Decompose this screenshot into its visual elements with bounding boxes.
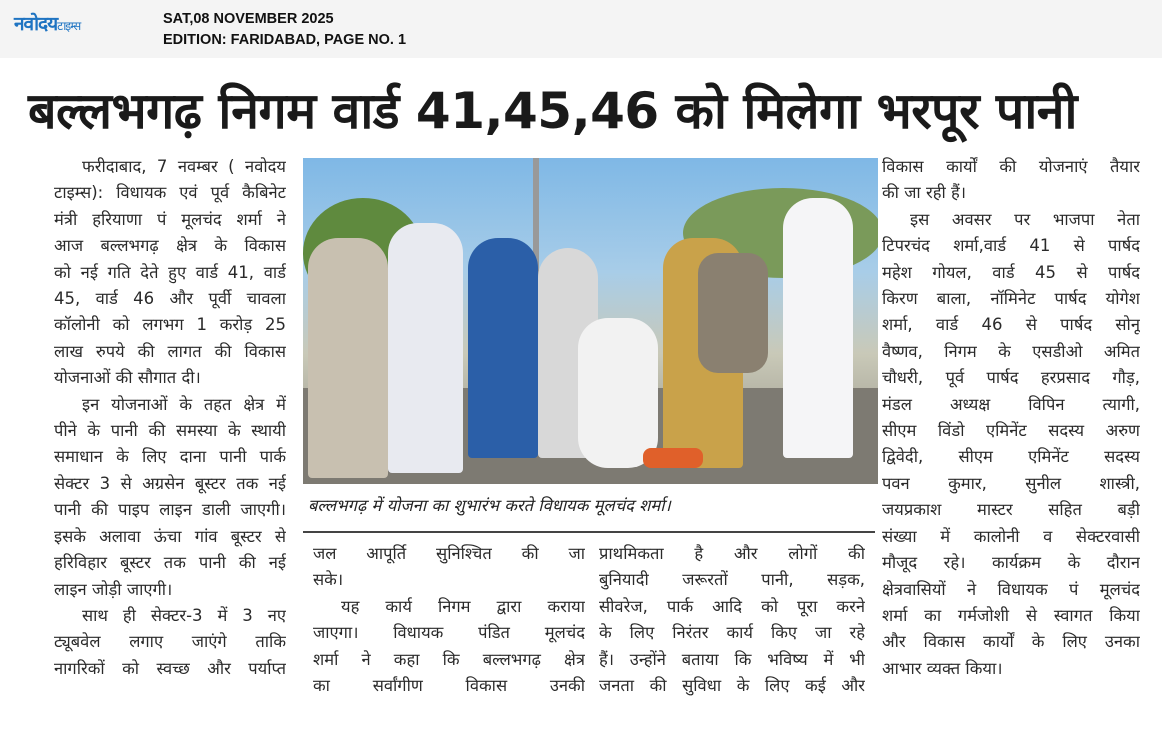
edition-date: SAT,08 NOVEMBER 2025 [163, 11, 334, 27]
text-line: आभार व्यक्त किया। [882, 658, 1003, 678]
text-line: टिपरचंद शर्मा,वार्ड 41 से पार्षद [882, 236, 1140, 256]
text-line: मंत्री हरियाणा पं मूलचंद शर्मा ने [54, 209, 286, 229]
text-line: हरिविहार बूस्टर तक पानी की नई [54, 553, 286, 573]
newspaper-logo: नवोदयटाइम्स [14, 13, 81, 35]
article-column-3 [599, 541, 865, 699]
text-line: मंडल अध्यक्ष विपिन त्यागी, [882, 394, 1140, 414]
text-line: आज बल्लभगढ़ क्षेत्र के विकास [54, 236, 286, 256]
article-column-4 [882, 154, 1140, 682]
text-line: नागरिकों को स्वच्छ और पर्याप्त [54, 658, 286, 678]
edition-page: EDITION: FARIDABAD, PAGE NO. 1 [163, 32, 407, 48]
text-line: ट्यूबवेल लगाए जाएंगे ताकि [54, 632, 286, 652]
text-line: की जा रही हैं। [882, 183, 966, 203]
text-line: चौधरी, पूर्व पार्षद हरप्रसाद गौड़, [882, 368, 1140, 388]
text-line: जयप्रकाश मास्टर सहित बड़ी [882, 500, 1140, 520]
text-line: शर्मा ने कहा कि बल्लभगढ़ क्षेत्र [313, 649, 585, 669]
text-line: शर्मा का गर्मजोशी से स्वागत किया [882, 605, 1140, 625]
text-line: लाख रुपये की लागत की विकास [54, 341, 286, 361]
text-line: 45, वार्ड 46 और पूर्वी चावला [54, 289, 286, 309]
edition-header [0, 0, 1162, 58]
text-line: लाइन जोड़ी जाएगी। [54, 579, 173, 599]
text-line: सेक्टर 3 से अग्रसेन बूस्टर तक नई [54, 473, 286, 493]
text-line: कॉलोनी को लगभग 1 करोड़ 25 [54, 315, 286, 335]
caption-divider [303, 531, 875, 533]
text-line: पीने के पानी की समस्या के स्थायी [54, 421, 286, 441]
text-line: हैं। उन्होंने बताया कि भविष्य में भी [599, 649, 865, 669]
text-line: समाधान के लिए दाना पानी पार्क [54, 447, 286, 467]
text-line: जाएगा। विधायक पंडित मूलचंद [313, 623, 585, 643]
text-line: इसके अलावा ऊंचा गांव बूस्टर से [54, 526, 286, 546]
text-line: का सर्वांगीण विकास उनकी [313, 676, 585, 696]
text-line: फरीदाबाद, 7 नवम्बर ( नवोदय [82, 157, 286, 176]
text-line: पानी की पाइप लाइन डाली जाएगी। [54, 500, 286, 520]
text-line: साथ ही सेक्टर-3 में 3 नए [82, 605, 286, 625]
article-column-2 [313, 541, 585, 699]
text-line: इन योजनाओं के तहत क्षेत्र में [82, 394, 286, 414]
text-line: शर्मा, वार्ड 46 से पार्षद सोनू [882, 315, 1140, 335]
text-line: के लिए निरंतर कार्य किए जा रहे [599, 623, 865, 643]
edition-info [163, 9, 406, 51]
text-line: प्राथमिकता है और लोगों की [599, 544, 865, 563]
article-column-1 [54, 154, 286, 682]
text-line: किरण बाला, नॉमिनेट पार्षद योगेश [882, 289, 1140, 309]
article-headline: बल्लभगढ़ निगम वार्ड 41,45,46 को मिलेगा भरपूर पानी [28, 82, 1077, 140]
photo-caption: बल्लभगढ़ में योजना का शुभारंभ करते विधायक मूलचंद शर्मा। [308, 496, 671, 515]
text-line: जनता की सुविधा के लिए कई और [599, 676, 865, 696]
news-photo [303, 158, 878, 484]
text-line: यह कार्य निगम द्वारा कराया [341, 596, 585, 616]
text-line: वैष्णव, निगम के एसडीओ अमित [882, 341, 1140, 361]
text-line: सके। [313, 570, 344, 590]
text-line: पवन कुमार, सुनील शास्त्री, [882, 473, 1140, 493]
text-line: को नई गति देते हुए वार्ड 41, वार्ड [54, 262, 286, 282]
text-line: जल आपूर्ति सुनिश्चित की जा [313, 544, 585, 563]
text-line: और विकास कार्यों के लिए उनका [882, 632, 1140, 652]
text-line: योजनाओं की सौगात दी। [54, 368, 201, 388]
text-line: बुनियादी जरूरतों पानी, सड़क, [599, 570, 865, 590]
text-line: सीएम विंडो एमिनेंट सदस्य अरुण [882, 421, 1140, 441]
text-line: संख्या में कालोनी व सेक्टरवासी [882, 526, 1140, 546]
text-line: इस अवसर पर भाजपा नेता [910, 209, 1140, 229]
text-line: क्षेत्रवासियों ने विधायक पं मूलचंद [882, 579, 1140, 599]
text-line: मौजूद रहे। कार्यक्रम के दौरान [882, 553, 1140, 573]
text-line: महेश गोयल, वार्ड 45 से पार्षद [882, 262, 1140, 282]
text-line: टाइम्स): विधायक एवं पूर्व कैबिनेट [54, 183, 286, 203]
text-line: विकास कार्यों की योजनाएं तैयार [882, 157, 1140, 176]
text-line: सीवरेज, पार्क आदि को पूरा करने [599, 596, 865, 616]
text-line: द्विवेदी, सीएम एमिनेंट सदस्य [882, 447, 1140, 467]
